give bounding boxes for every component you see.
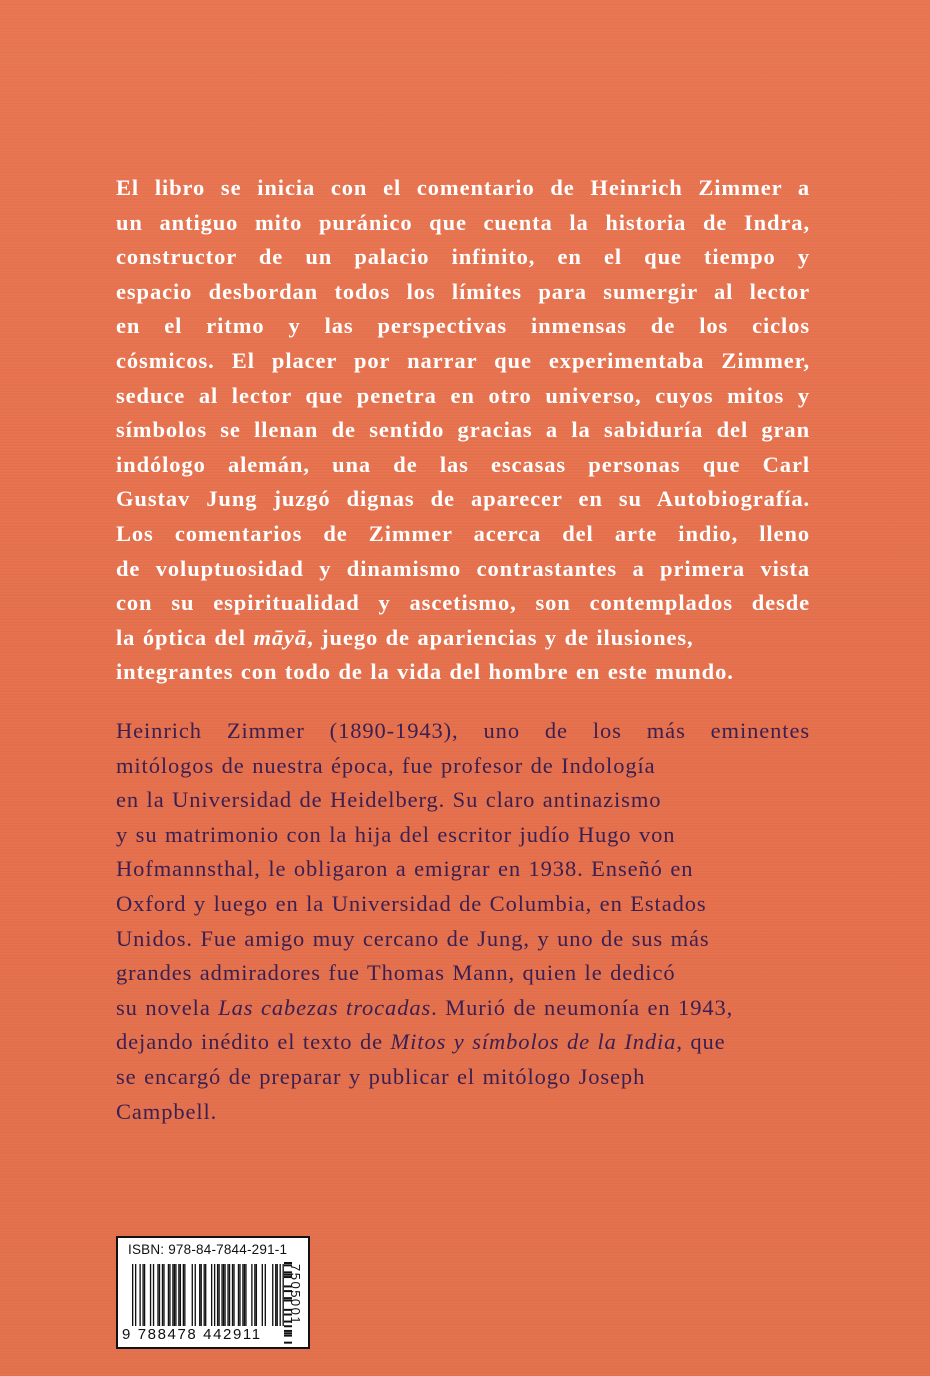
barcode-bar (183, 1264, 184, 1326)
barcode-bar (244, 1264, 245, 1326)
addon-bar (284, 1335, 292, 1337)
barcode-bar (254, 1264, 255, 1326)
barcode-bar (178, 1264, 179, 1326)
barcode-bar (245, 1264, 246, 1326)
text-line: con su espiritualidad y ascetismo, son contemplados desde (116, 590, 810, 616)
barcode-bar (214, 1264, 215, 1326)
barcode-bar (238, 1264, 239, 1326)
text-line: se encargó de preparar y publicar el mitólogo Joseph (116, 1063, 646, 1089)
text-line: integrantes con todo de la vida del hombre en este mundo. (116, 659, 734, 685)
text-line: indólogo alemán, una de las escasas personas que Carl (116, 451, 810, 477)
text-line (116, 1025, 810, 1060)
text-segment: dejando inédito el texto de (116, 1029, 391, 1055)
barcode-bar (280, 1264, 281, 1326)
text-line: símbolos se llenan de sentido gracias a la sabiduría del gran (116, 417, 810, 443)
barcode-bar (221, 1264, 222, 1326)
barcode-bar (204, 1264, 205, 1326)
text-line: espacio desbordan todos los límites para sumergir al lector (116, 278, 810, 304)
barcode-bar (153, 1264, 154, 1326)
barcode-bar (195, 1264, 196, 1326)
barcode-bar (224, 1264, 225, 1326)
text-line: seduce al lector que penetra en otro universo, cuyos mitos y (116, 382, 810, 408)
text-line: constructor de un palacio infinito, en el que tiempo y (116, 244, 810, 270)
barcode-bar (169, 1264, 170, 1326)
text-line: de voluptuosidad y dinamismo contrastantes a primera vista (116, 555, 810, 581)
barcode-bar (132, 1264, 133, 1326)
text-line: un antiguo mito puránico que cuenta la historia de Indra, (116, 209, 810, 235)
synopsis-paragraph (116, 171, 810, 690)
barcode-bar (163, 1264, 164, 1326)
barcode-bar (142, 1264, 143, 1326)
barcode-bar (239, 1264, 240, 1326)
book-title: Las cabezas trocadas (218, 994, 432, 1020)
text-line: en el ritmo y las perspectivas inmensas de los ciclos (116, 313, 810, 339)
text-line: Los comentarios de Zimmer acerca del arte indio, lleno (116, 520, 810, 546)
barcode-bar (135, 1264, 136, 1326)
text-line (116, 991, 810, 1026)
barcode-bar (201, 1264, 202, 1326)
text-line: Unidos. Fue amigo muy cercano de Jung, y uno de sus más (116, 925, 710, 951)
text-line (116, 621, 810, 656)
text-line: Campbell. (116, 1098, 218, 1124)
barcode-bar (180, 1264, 181, 1326)
text-line: Heinrich Zimmer (1890-1943), uno de los más eminentes (116, 718, 810, 743)
barcode-bar (162, 1264, 163, 1326)
barcode-bar (168, 1264, 169, 1326)
barcode-bar (232, 1264, 233, 1326)
barcode-bar (175, 1264, 176, 1326)
barcode-bar (211, 1264, 212, 1326)
barcode-bar (157, 1264, 158, 1326)
barcode-bar (227, 1264, 228, 1326)
barcode-bar (199, 1264, 200, 1326)
text-segment: . Murió de neumonía en 1943, (431, 994, 734, 1020)
barcode-bar (205, 1264, 206, 1326)
barcode-bars (132, 1264, 284, 1326)
barcode-bar (233, 1264, 234, 1326)
barcode-bar (172, 1264, 173, 1326)
barcode-bar (256, 1264, 257, 1326)
barcode-bar (229, 1264, 230, 1326)
barcode-bar (144, 1264, 145, 1326)
barcode-bar (272, 1264, 273, 1326)
text-segment: , que (676, 1029, 726, 1055)
barcode-bar (139, 1264, 140, 1326)
barcode-bar (150, 1264, 151, 1326)
text-line: y su matrimonio con la hija del escritor judío Hugo von (116, 821, 676, 847)
italic-term: māyā (253, 624, 308, 650)
book-title: Mitos y símbolos de la India (390, 1029, 677, 1055)
addon-digits: 7505001 (288, 1264, 303, 1326)
barcode-bar (277, 1264, 278, 1326)
text-segment: , juego de apariencias y de ilusiones, (307, 624, 694, 650)
barcode-bar (174, 1264, 175, 1326)
barcode-bar (262, 1264, 263, 1326)
text-segment: su novela (116, 994, 219, 1020)
barcode-bar (192, 1264, 193, 1326)
author-bio-paragraph (116, 714, 810, 1129)
text-line: mitólogos de nuestra época, fue profesor de Indología (116, 752, 656, 778)
text-line: cósmicos. El placer por narrar que experimentaba Zimmer, (116, 347, 810, 373)
barcode-bar (275, 1264, 276, 1326)
text-line: en la Universidad de Heidelberg. Su claro antinazismo (116, 787, 662, 813)
addon-bar (284, 1330, 292, 1332)
addon-bar (284, 1325, 292, 1327)
barcode-bar (218, 1264, 219, 1326)
text-segment: la óptica del (116, 624, 254, 650)
text-line: Oxford y luego en la Universidad de Columbia, en Estados (116, 890, 707, 916)
barcode-bar (217, 1264, 218, 1326)
text-line: Hofmannsthal, le obligaron a emigrar en 1938. Enseñó en (116, 856, 694, 882)
addon-bar (284, 1342, 292, 1344)
isbn-label: ISBN: 978-84-7844-291-1 (128, 1242, 288, 1257)
barcode-bar (265, 1264, 266, 1326)
addon-bar (284, 1332, 292, 1334)
ean-digits: 9 788478 442911 (122, 1326, 262, 1343)
barcode-bar (159, 1264, 160, 1326)
isbn-barcode (116, 1236, 310, 1349)
text-line: grandes admiradores fue Thomas Mann, quien le dedicó (116, 960, 676, 986)
barcode-bar (184, 1264, 185, 1326)
text-line: El libro se inicia con el comentario de Heinrich Zimmer a (116, 175, 810, 200)
text-line: Gustav Jung juzgó dignas de aparecer en su Autobiografía. (116, 486, 810, 512)
barcode-bar (223, 1264, 224, 1326)
barcode-bar (251, 1264, 252, 1326)
barcode-bar (242, 1264, 243, 1326)
